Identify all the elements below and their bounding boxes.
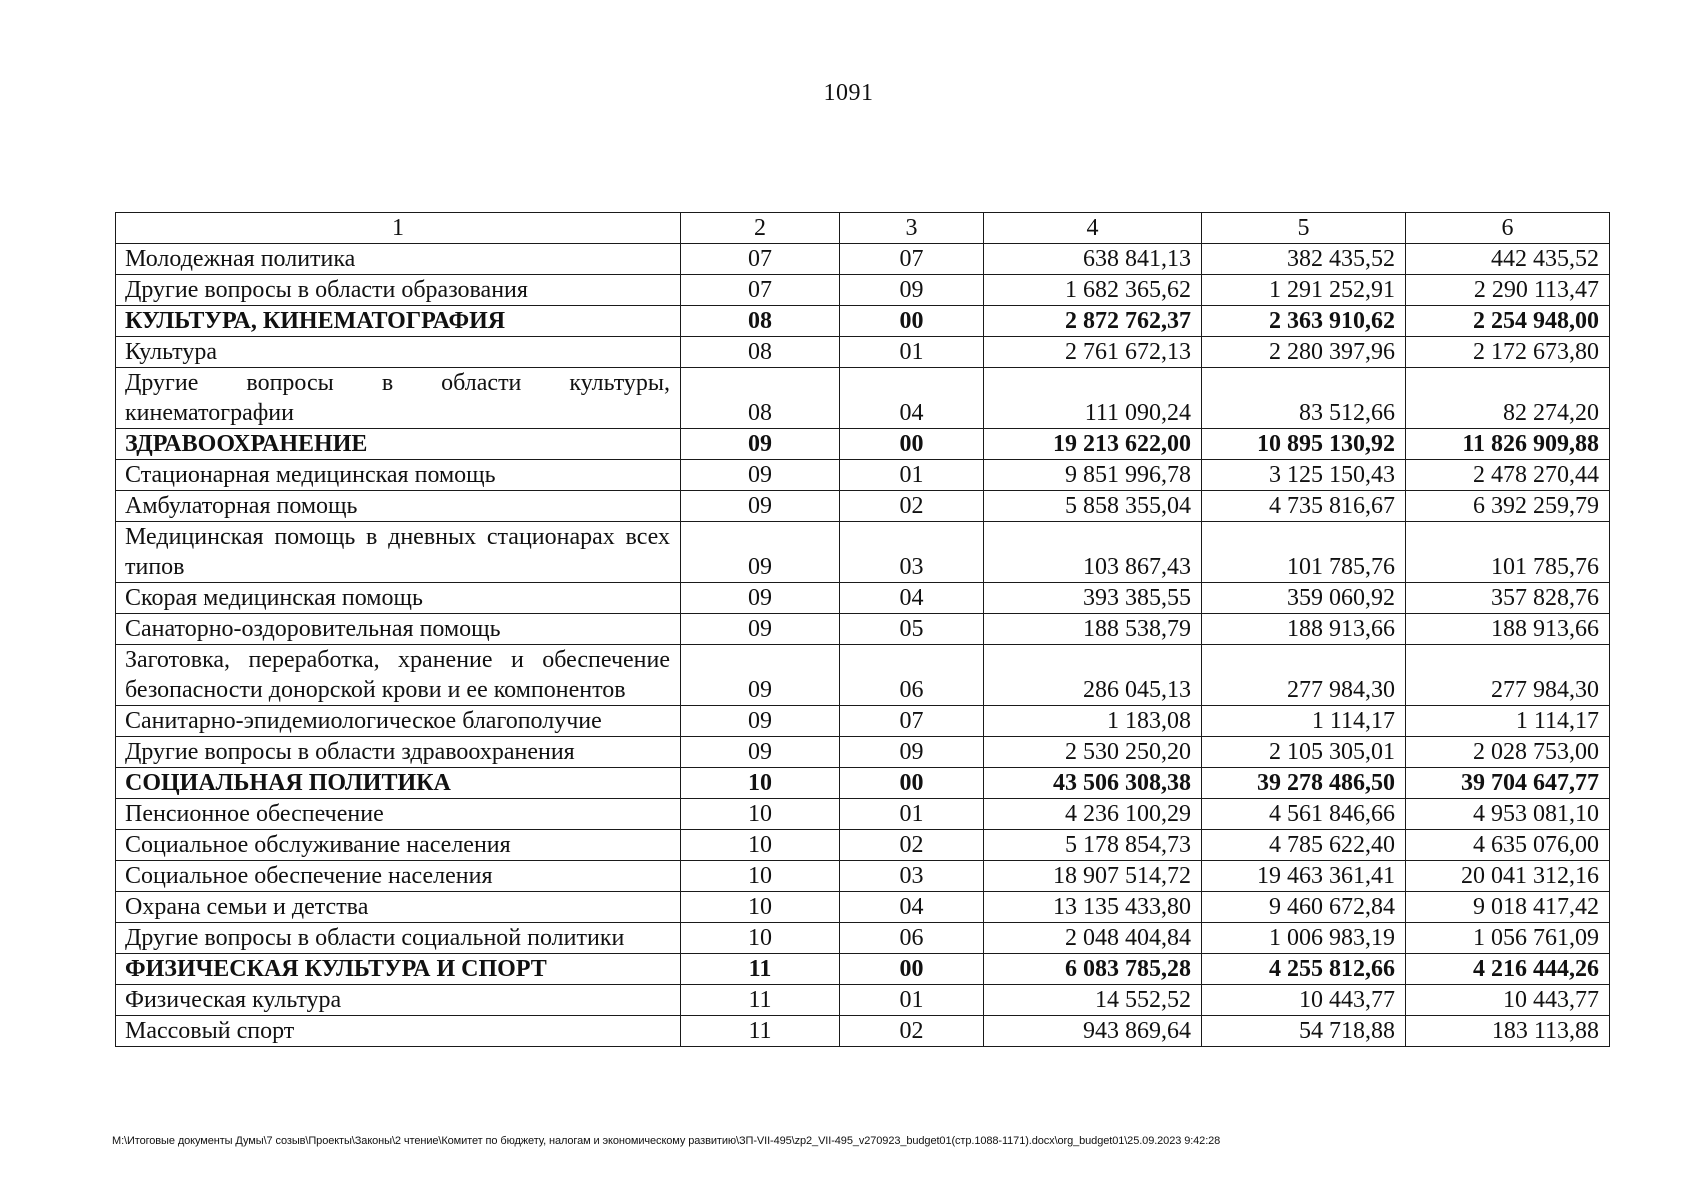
value-col-4: 14 552,52 bbox=[984, 985, 1202, 1016]
value-col-4: 13 135 433,80 bbox=[984, 892, 1202, 923]
value-col-6: 1 114,17 bbox=[1406, 706, 1610, 737]
section-code: 11 bbox=[681, 954, 840, 985]
value-col-4: 188 538,79 bbox=[984, 614, 1202, 645]
value-col-6: 4 635 076,00 bbox=[1406, 830, 1610, 861]
table-row bbox=[116, 368, 1610, 429]
subsection-code: 09 bbox=[840, 275, 984, 306]
value-col-4: 43 506 308,38 bbox=[984, 768, 1202, 799]
value-col-5: 1 291 252,91 bbox=[1202, 275, 1406, 306]
section-code: 09 bbox=[681, 522, 840, 583]
value-col-5: 4 735 816,67 bbox=[1202, 491, 1406, 522]
column-header: 6 bbox=[1406, 213, 1610, 244]
value-col-5: 19 463 361,41 bbox=[1202, 861, 1406, 892]
value-col-5: 101 785,76 bbox=[1202, 522, 1406, 583]
value-col-4: 2 872 762,37 bbox=[984, 306, 1202, 337]
value-col-6: 357 828,76 bbox=[1406, 583, 1610, 614]
table-row bbox=[116, 892, 1610, 923]
value-col-6: 2 172 673,80 bbox=[1406, 337, 1610, 368]
table-row bbox=[116, 275, 1610, 306]
row-name: Заготовка, переработка, хранение и обеспечение безопасности донорской крови и ее компонентов bbox=[116, 645, 681, 706]
section-code: 11 bbox=[681, 985, 840, 1016]
table-row bbox=[116, 614, 1610, 645]
section-code: 10 bbox=[681, 892, 840, 923]
value-col-4: 1 183,08 bbox=[984, 706, 1202, 737]
row-name: Массовый спорт bbox=[116, 1016, 681, 1047]
value-col-6: 277 984,30 bbox=[1406, 645, 1610, 706]
value-col-4: 2 530 250,20 bbox=[984, 737, 1202, 768]
subsection-code: 04 bbox=[840, 892, 984, 923]
value-col-4: 286 045,13 bbox=[984, 645, 1202, 706]
section-code: 10 bbox=[681, 768, 840, 799]
column-header: 4 bbox=[984, 213, 1202, 244]
row-name: Стационарная медицинская помощь bbox=[116, 460, 681, 491]
row-name: Медицинская помощь в дневных стационарах всех типов bbox=[116, 522, 681, 583]
value-col-4: 943 869,64 bbox=[984, 1016, 1202, 1047]
value-col-5: 2 280 397,96 bbox=[1202, 337, 1406, 368]
footer-file-path: M:\Итоговые документы Думы\7 созыв\Проекты\Законы\2 чтение\Комитет по бюджету, налогам и экономическому развитию\ЗП-VII-495\zp2_VII-495_v270923_budget01(стр.1088-1171).docx\org_budget01\25.09.2023 9:42:28 bbox=[112, 1135, 1221, 1147]
value-col-6: 2 478 270,44 bbox=[1406, 460, 1610, 491]
value-col-5: 2 363 910,62 bbox=[1202, 306, 1406, 337]
row-name: Другие вопросы в области социальной политики bbox=[116, 923, 681, 954]
row-name: Другие вопросы в области образования bbox=[116, 275, 681, 306]
row-name: КУЛЬТУРА, КИНЕМАТОГРАФИЯ bbox=[116, 306, 681, 337]
section-code: 09 bbox=[681, 614, 840, 645]
value-col-6: 11 826 909,88 bbox=[1406, 429, 1610, 460]
subsection-code: 04 bbox=[840, 583, 984, 614]
table-row bbox=[116, 244, 1610, 275]
page-number: 1091 bbox=[823, 80, 874, 106]
value-col-4: 18 907 514,72 bbox=[984, 861, 1202, 892]
subsection-code: 04 bbox=[840, 368, 984, 429]
value-col-5: 382 435,52 bbox=[1202, 244, 1406, 275]
subsection-code: 05 bbox=[840, 614, 984, 645]
section-total-row bbox=[116, 429, 1610, 460]
subsection-code: 00 bbox=[840, 306, 984, 337]
value-col-4: 111 090,24 bbox=[984, 368, 1202, 429]
value-col-6: 183 113,88 bbox=[1406, 1016, 1610, 1047]
value-col-4: 638 841,13 bbox=[984, 244, 1202, 275]
row-name: ФИЗИЧЕСКАЯ КУЛЬТУРА И СПОРТ bbox=[116, 954, 681, 985]
row-name: Другие вопросы в области культуры, кинематографии bbox=[116, 368, 681, 429]
subsection-code: 00 bbox=[840, 768, 984, 799]
value-col-4: 103 867,43 bbox=[984, 522, 1202, 583]
value-col-6: 20 041 312,16 bbox=[1406, 861, 1610, 892]
section-total-row bbox=[116, 954, 1610, 985]
section-code: 07 bbox=[681, 244, 840, 275]
budget-table-body bbox=[116, 213, 1610, 1047]
budget-table bbox=[115, 212, 1610, 1047]
subsection-code: 02 bbox=[840, 1016, 984, 1047]
value-col-6: 9 018 417,42 bbox=[1406, 892, 1610, 923]
value-col-5: 39 278 486,50 bbox=[1202, 768, 1406, 799]
subsection-code: 02 bbox=[840, 830, 984, 861]
value-col-6: 188 913,66 bbox=[1406, 614, 1610, 645]
subsection-code: 07 bbox=[840, 706, 984, 737]
section-code: 10 bbox=[681, 830, 840, 861]
value-col-4: 9 851 996,78 bbox=[984, 460, 1202, 491]
row-name: Социальное обеспечение населения bbox=[116, 861, 681, 892]
value-col-5: 10 895 130,92 bbox=[1202, 429, 1406, 460]
value-col-5: 277 984,30 bbox=[1202, 645, 1406, 706]
value-col-5: 83 512,66 bbox=[1202, 368, 1406, 429]
subsection-code: 07 bbox=[840, 244, 984, 275]
subsection-code: 06 bbox=[840, 645, 984, 706]
subsection-code: 06 bbox=[840, 923, 984, 954]
row-name: Культура bbox=[116, 337, 681, 368]
subsection-code: 01 bbox=[840, 337, 984, 368]
section-code: 09 bbox=[681, 645, 840, 706]
column-header: 1 bbox=[116, 213, 681, 244]
value-col-4: 6 083 785,28 bbox=[984, 954, 1202, 985]
value-col-4: 5 858 355,04 bbox=[984, 491, 1202, 522]
column-header: 3 bbox=[840, 213, 984, 244]
table-row bbox=[116, 645, 1610, 706]
section-code: 08 bbox=[681, 368, 840, 429]
row-name: ЗДРАВООХРАНЕНИЕ bbox=[116, 429, 681, 460]
value-col-6: 10 443,77 bbox=[1406, 985, 1610, 1016]
value-col-5: 4 255 812,66 bbox=[1202, 954, 1406, 985]
subsection-code: 00 bbox=[840, 954, 984, 985]
row-name: Другие вопросы в области здравоохранения bbox=[116, 737, 681, 768]
value-col-5: 4 785 622,40 bbox=[1202, 830, 1406, 861]
value-col-5: 3 125 150,43 bbox=[1202, 460, 1406, 491]
value-col-4: 5 178 854,73 bbox=[984, 830, 1202, 861]
section-code: 11 bbox=[681, 1016, 840, 1047]
section-code: 09 bbox=[681, 583, 840, 614]
table-row bbox=[116, 522, 1610, 583]
subsection-code: 03 bbox=[840, 522, 984, 583]
table-row bbox=[116, 861, 1610, 892]
section-code: 10 bbox=[681, 799, 840, 830]
value-col-6: 4 953 081,10 bbox=[1406, 799, 1610, 830]
section-code: 08 bbox=[681, 337, 840, 368]
value-col-6: 1 056 761,09 bbox=[1406, 923, 1610, 954]
column-header: 5 bbox=[1202, 213, 1406, 244]
row-name: Пенсионное обеспечение bbox=[116, 799, 681, 830]
table-row bbox=[116, 923, 1610, 954]
value-col-6: 2 254 948,00 bbox=[1406, 306, 1610, 337]
table-row bbox=[116, 985, 1610, 1016]
table-row bbox=[116, 737, 1610, 768]
value-col-5: 1 114,17 bbox=[1202, 706, 1406, 737]
section-code: 10 bbox=[681, 923, 840, 954]
row-name: Охрана семьи и детства bbox=[116, 892, 681, 923]
table-row bbox=[116, 337, 1610, 368]
value-col-5: 2 105 305,01 bbox=[1202, 737, 1406, 768]
table-row bbox=[116, 460, 1610, 491]
value-col-6: 82 274,20 bbox=[1406, 368, 1610, 429]
subsection-code: 09 bbox=[840, 737, 984, 768]
value-col-6: 6 392 259,79 bbox=[1406, 491, 1610, 522]
section-code: 09 bbox=[681, 429, 840, 460]
subsection-code: 01 bbox=[840, 799, 984, 830]
row-name: Скорая медицинская помощь bbox=[116, 583, 681, 614]
table-row bbox=[116, 1016, 1610, 1047]
value-col-4: 2 048 404,84 bbox=[984, 923, 1202, 954]
section-total-row bbox=[116, 306, 1610, 337]
value-col-5: 359 060,92 bbox=[1202, 583, 1406, 614]
section-total-row bbox=[116, 768, 1610, 799]
value-col-6: 2 028 753,00 bbox=[1406, 737, 1610, 768]
column-header: 2 bbox=[681, 213, 840, 244]
row-name: Санаторно-оздоровительная помощь bbox=[116, 614, 681, 645]
table-row bbox=[116, 799, 1610, 830]
value-col-5: 54 718,88 bbox=[1202, 1016, 1406, 1047]
value-col-5: 188 913,66 bbox=[1202, 614, 1406, 645]
table-row bbox=[116, 491, 1610, 522]
section-code: 09 bbox=[681, 706, 840, 737]
section-code: 09 bbox=[681, 491, 840, 522]
row-name: Физическая культура bbox=[116, 985, 681, 1016]
table-row bbox=[116, 706, 1610, 737]
table-row bbox=[116, 583, 1610, 614]
section-code: 07 bbox=[681, 275, 840, 306]
value-col-6: 2 290 113,47 bbox=[1406, 275, 1610, 306]
value-col-6: 101 785,76 bbox=[1406, 522, 1610, 583]
value-col-6: 39 704 647,77 bbox=[1406, 768, 1610, 799]
value-col-4: 4 236 100,29 bbox=[984, 799, 1202, 830]
value-col-4: 1 682 365,62 bbox=[984, 275, 1202, 306]
value-col-4: 393 385,55 bbox=[984, 583, 1202, 614]
subsection-code: 02 bbox=[840, 491, 984, 522]
row-name: СОЦИАЛЬНАЯ ПОЛИТИКА bbox=[116, 768, 681, 799]
section-code: 08 bbox=[681, 306, 840, 337]
value-col-5: 9 460 672,84 bbox=[1202, 892, 1406, 923]
row-name: Санитарно-эпидемиологическое благополучие bbox=[116, 706, 681, 737]
section-code: 09 bbox=[681, 737, 840, 768]
section-code: 09 bbox=[681, 460, 840, 491]
value-col-6: 442 435,52 bbox=[1406, 244, 1610, 275]
row-name: Амбулаторная помощь bbox=[116, 491, 681, 522]
section-code: 10 bbox=[681, 861, 840, 892]
value-col-6: 4 216 444,26 bbox=[1406, 954, 1610, 985]
row-name: Социальное обслуживание населения bbox=[116, 830, 681, 861]
table-row bbox=[116, 830, 1610, 861]
subsection-code: 03 bbox=[840, 861, 984, 892]
value-col-5: 10 443,77 bbox=[1202, 985, 1406, 1016]
row-name: Молодежная политика bbox=[116, 244, 681, 275]
value-col-5: 1 006 983,19 bbox=[1202, 923, 1406, 954]
value-col-4: 19 213 622,00 bbox=[984, 429, 1202, 460]
subsection-code: 00 bbox=[840, 429, 984, 460]
table-header-row bbox=[116, 213, 1610, 244]
value-col-5: 4 561 846,66 bbox=[1202, 799, 1406, 830]
value-col-4: 2 761 672,13 bbox=[984, 337, 1202, 368]
subsection-code: 01 bbox=[840, 985, 984, 1016]
subsection-code: 01 bbox=[840, 460, 984, 491]
